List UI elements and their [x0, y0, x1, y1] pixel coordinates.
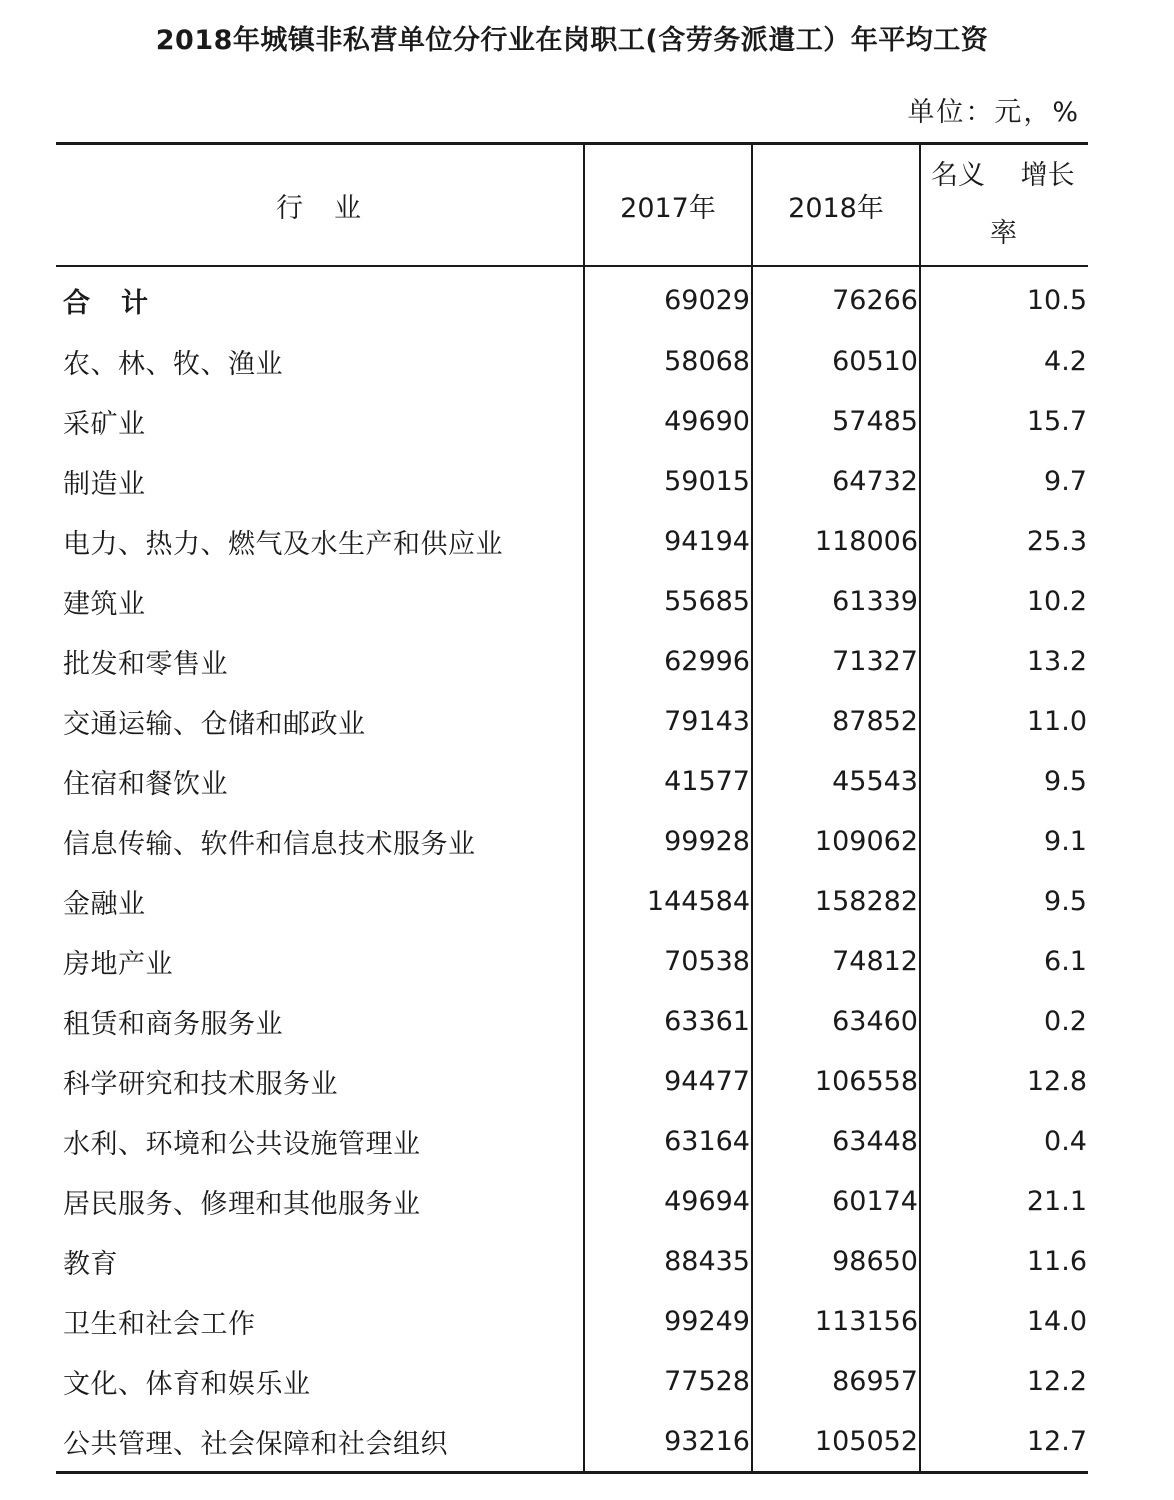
row-2017: 58068 — [584, 331, 752, 391]
table-row — [56, 931, 1088, 991]
table-row — [56, 391, 1088, 451]
row-growth: 4.2 — [920, 331, 1088, 391]
row-2017: 41577 — [584, 751, 752, 811]
table-row — [56, 1351, 1088, 1411]
row-industry: 卫生和社会工作 — [63, 1308, 256, 1340]
row-growth: 11.6 — [920, 1231, 1088, 1291]
row-2017: 77528 — [584, 1351, 752, 1411]
row-growth: 12.8 — [920, 1051, 1088, 1111]
row-growth: 25.3 — [920, 511, 1088, 571]
row-2017: 49694 — [584, 1171, 752, 1231]
row-2017: 69029 — [584, 266, 752, 331]
row-2017: 49690 — [584, 391, 752, 451]
row-2018: 98650 — [752, 1231, 920, 1291]
row-industry: 居民服务、修理和其他服务业 — [63, 1188, 421, 1220]
table-row — [56, 1171, 1088, 1231]
row-industry: 科学研究和技术服务业 — [63, 1068, 338, 1100]
row-2018: 158282 — [752, 871, 920, 931]
header-growth — [920, 144, 1088, 267]
table-row — [56, 631, 1088, 691]
row-industry: 合 计 — [63, 287, 150, 319]
table-row — [56, 1231, 1088, 1291]
row-industry: 水利、环境和公共设施管理业 — [63, 1128, 421, 1160]
table-row — [56, 331, 1088, 391]
header-2018: 2018年 — [752, 144, 920, 267]
row-2017: 55685 — [584, 571, 752, 631]
row-2017: 99928 — [584, 811, 752, 871]
row-growth: 0.4 — [920, 1111, 1088, 1171]
row-industry: 批发和零售业 — [63, 648, 228, 680]
row-growth: 6.1 — [920, 931, 1088, 991]
row-2018: 60510 — [752, 331, 920, 391]
table-row — [56, 1111, 1088, 1171]
table-row — [56, 991, 1088, 1051]
row-2017: 144584 — [584, 871, 752, 931]
wage-table — [56, 142, 1088, 1474]
table-row — [56, 571, 1088, 631]
row-2018: 57485 — [752, 391, 920, 451]
header-industry: 行 业 — [56, 144, 584, 267]
row-growth: 21.1 — [920, 1171, 1088, 1231]
row-industry: 公共管理、社会保障和社会组织 — [63, 1428, 448, 1460]
row-2017: 94477 — [584, 1051, 752, 1111]
row-2017: 88435 — [584, 1231, 752, 1291]
row-2018: 71327 — [752, 631, 920, 691]
row-industry: 农、林、牧、渔业 — [63, 348, 283, 380]
row-2018: 74812 — [752, 931, 920, 991]
header-2017: 2017年 — [584, 144, 752, 267]
row-2017: 94194 — [584, 511, 752, 571]
row-2018: 106558 — [752, 1051, 920, 1111]
row-industry: 交通运输、仓储和邮政业 — [63, 708, 366, 740]
row-industry: 金融业 — [63, 888, 146, 920]
header-growth-line2: 率 — [990, 218, 1017, 249]
row-2018: 45543 — [752, 751, 920, 811]
row-growth: 10.5 — [920, 266, 1088, 331]
row-growth: 12.7 — [920, 1411, 1088, 1473]
row-2017: 62996 — [584, 631, 752, 691]
table-row — [56, 1051, 1088, 1111]
row-2018: 61339 — [752, 571, 920, 631]
table-row — [56, 1291, 1088, 1351]
row-2018: 63460 — [752, 991, 920, 1051]
row-growth: 14.0 — [920, 1291, 1088, 1351]
row-2018: 64732 — [752, 451, 920, 511]
row-industry: 租赁和商务服务业 — [63, 1008, 283, 1040]
table-row — [56, 751, 1088, 811]
row-industry: 采矿业 — [63, 408, 146, 440]
row-2017: 79143 — [584, 691, 752, 751]
unit-label: 单位：元，% — [907, 97, 1080, 128]
row-growth: 9.7 — [920, 451, 1088, 511]
row-2017: 63361 — [584, 991, 752, 1051]
row-2018: 60174 — [752, 1171, 920, 1231]
row-2018: 86957 — [752, 1351, 920, 1411]
row-2017: 63164 — [584, 1111, 752, 1171]
row-industry: 教育 — [63, 1248, 118, 1280]
page-title: 2018年城镇非私营单位分行业在岗职工(含劳务派遣工）年平均工资 — [155, 25, 989, 56]
row-industry: 建筑业 — [63, 588, 146, 620]
row-2017: 59015 — [584, 451, 752, 511]
table-row — [56, 1411, 1088, 1473]
row-growth: 15.7 — [920, 391, 1088, 451]
row-2017: 99249 — [584, 1291, 752, 1351]
row-2018: 109062 — [752, 811, 920, 871]
row-growth: 0.2 — [920, 991, 1088, 1051]
row-growth: 13.2 — [920, 631, 1088, 691]
row-2017: 93216 — [584, 1411, 752, 1473]
row-industry: 电力、热力、燃气及水生产和供应业 — [63, 528, 503, 560]
row-growth: 9.5 — [920, 871, 1088, 931]
row-2018: 118006 — [752, 511, 920, 571]
row-growth: 9.5 — [920, 751, 1088, 811]
row-2018: 63448 — [752, 1111, 920, 1171]
header-growth-line1: 名义 增长 — [931, 160, 1075, 191]
row-2017: 70538 — [584, 931, 752, 991]
row-industry: 文化、体育和娱乐业 — [63, 1368, 311, 1400]
row-2018: 87852 — [752, 691, 920, 751]
row-growth: 9.1 — [920, 811, 1088, 871]
row-industry: 住宿和餐饮业 — [63, 768, 228, 800]
row-growth: 11.0 — [920, 691, 1088, 751]
row-2018: 105052 — [752, 1411, 920, 1473]
row-industry: 房地产业 — [63, 948, 173, 980]
row-growth: 12.2 — [920, 1351, 1088, 1411]
table-row — [56, 451, 1088, 511]
row-industry: 信息传输、软件和信息技术服务业 — [63, 828, 476, 860]
row-growth: 10.2 — [920, 571, 1088, 631]
table-row — [56, 511, 1088, 571]
table-row-total — [56, 266, 1088, 331]
table-row — [56, 811, 1088, 871]
row-2018: 113156 — [752, 1291, 920, 1351]
row-2018: 76266 — [752, 266, 920, 331]
table-row — [56, 871, 1088, 931]
table-row — [56, 691, 1088, 751]
row-industry: 制造业 — [63, 468, 146, 500]
table-header-row — [56, 144, 1088, 267]
